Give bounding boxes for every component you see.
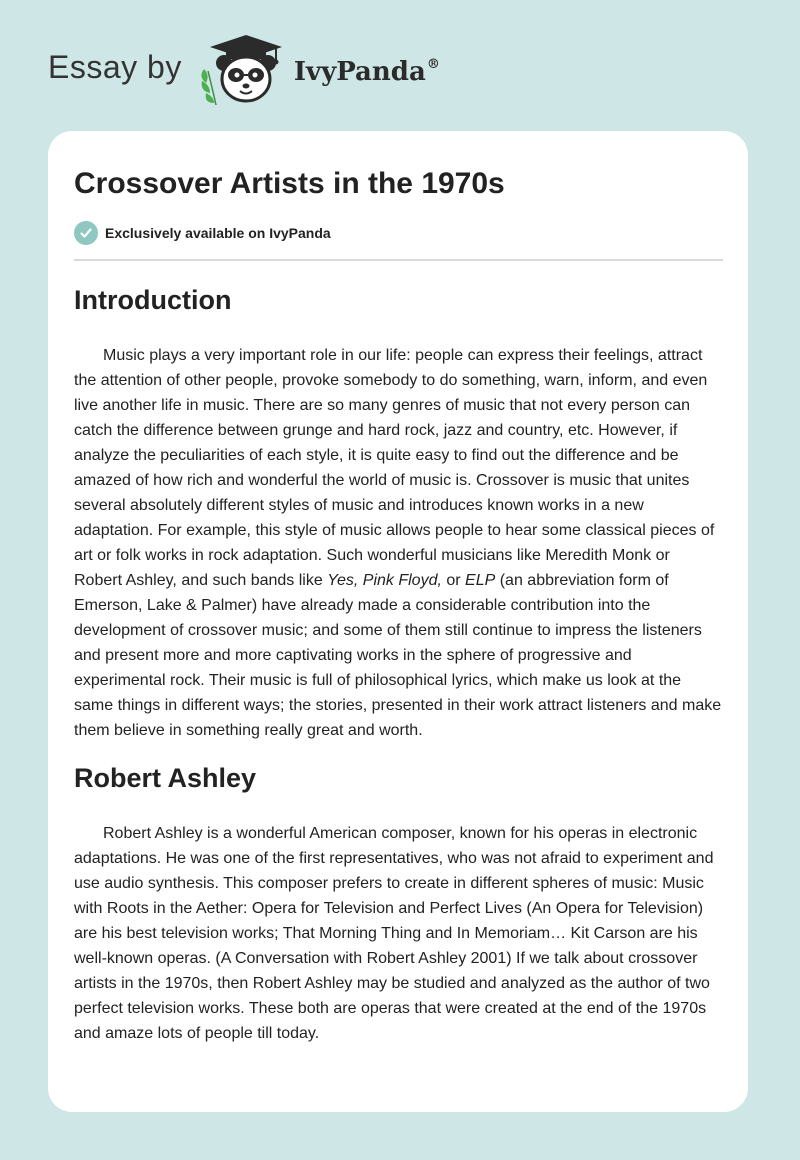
italic-elp: ELP	[465, 572, 496, 589]
divider	[74, 259, 723, 261]
italic-band-names: Yes, Pink Floyd,	[327, 572, 442, 589]
brand-name[interactable]: IvyPanda®	[293, 57, 440, 87]
exclusive-badge	[74, 221, 722, 245]
registered-mark: ®	[426, 57, 440, 72]
essay-card	[48, 131, 748, 1112]
ivypanda-logo-icon[interactable]	[196, 31, 292, 109]
section-paragraph-introduction: Music plays a very important role in our life: people can express their feelings, attract the attention of other people, provoke somebody to do something, warn, inform, and even live another life in music. There are so many genres of music that not every person can catch the difference between grunge and hard rock, jazz and country, etc. However, if analyze the peculiarities of each style, it is quite easy to find out the difference and be amazed of how rich and wonderful the world of music is. Crossover is music that unites several absolutely different styles of music and introduces known works in a new adaptation. For example, this style of music allows people to hear some classical pieces of art or folk works in rock adaptation. Such wonderful musicians like Meredith Monk or Robert Ashley, and such bands like Yes, Pink Floyd, or ELP (an abbreviation form of Emerson, Lake & Palmer) have already made a considerable contribution into the development of crossover music; and some of them still continue to impress the listeners and present more and more captivating works in the sphere of progressive and experimental rock. Their music is full of philosophical lyrics, which make us look at the same things in different ways; the stories, presented in their work attract listeners and make them believe in something really great and worth.	[74, 347, 722, 739]
page-title: Crossover Artists in the 1970s	[74, 167, 505, 200]
section-paragraph-robert-ashley: Robert Ashley is a wonderful American composer, known for his operas in electronic adaptations. He was one of the first representatives, who was not afraid to experiment and use audio synthesis. This composer prefers to create in different spheres of music: Music with Roots in the Aether: Opera for Television and Perfect Lives (An Opera for Television) are his best television works; That Morning Thing and In Memoriam… Kit Carson are his well-known operas. (A Conversation with Robert Ashley 2001) If we talk about crossover artists in the 1970s, then Robert Ashley may be studied and analyzed as the author of two perfect television works. These both are operas that were created at the end of the 1970s and amaze lots of people till today.	[74, 825, 714, 1042]
section-heading-introduction: Introduction	[74, 285, 232, 315]
section-heading-robert-ashley: Robert Ashley	[74, 763, 257, 793]
check-icon	[74, 221, 98, 245]
site-header	[48, 30, 440, 110]
exclusive-badge-label: Exclusively available on IvyPanda	[105, 225, 331, 241]
essay-by-label: Essay by	[48, 48, 182, 85]
